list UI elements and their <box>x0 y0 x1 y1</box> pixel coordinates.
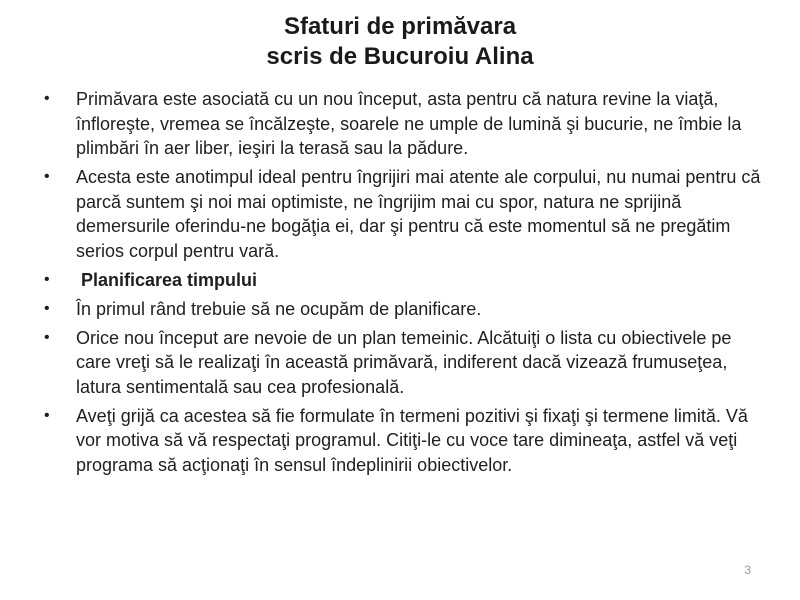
bullet-item <box>42 87 762 161</box>
bullet-text: Aveţi grijă ca acestea să fie formulate în termeni pozitivi şi fixaţi şi termene limită. Vă vor motiva să vă respectaţi programul. Citiţi-le cu voce tare dimineaţa, astfel vă veţi programa să acţionaţi în sensul îndeplinirii obiectivelor. <box>76 405 748 475</box>
bullet-item <box>42 165 762 263</box>
bullet-marker: • <box>44 90 50 107</box>
slide-title <box>0 12 800 72</box>
bullet-marker: • <box>44 168 50 185</box>
bullet-list <box>42 87 762 482</box>
bullet-marker: • <box>44 328 50 346</box>
bullet-item <box>42 297 762 322</box>
bullet-marker: • <box>44 299 50 317</box>
bullet-text: Primăvara este asociată cu un nou început, asta pentru că natura revine la viaţă, înfloreşte, vremea se încălzeşte, soarele ne umple de lumină şi bucurie, ne îmbie la plimbări în aer liber, ieşiri la terasă sau la pădure. <box>76 89 742 158</box>
title-line-2: scris de Bucuroiu Alina <box>266 43 534 70</box>
bullet-marker: • <box>44 270 50 288</box>
bullet-marker: • <box>44 406 50 424</box>
bullet-text: Orice nou început are nevoie de un plan temeinic. Alcătuiţi o lista cu obiectivele pe care vreţi să le realizaţi în această primăvară, indiferent dacă vizează frumuseţea, latura sentimentală sau cea profesională. <box>76 327 732 397</box>
bullet-item <box>42 404 762 478</box>
bullet-item-heading <box>42 268 762 293</box>
bullet-item <box>42 326 762 400</box>
bullet-text: Acesta este anotimpul ideal pentru îngrijiri mai atente ale corpului, nu numai pentru că parcă suntem şi noi mai optimiste, ne îngrijim mai cu spor, natura ne sprijină demersurile oferindu-ne bogăţia ei, dar şi pentru că este momentul să ne pregătim serios corpul pentru vară. <box>76 167 761 261</box>
bullet-text: În primul rând trebuie să ne ocupăm de planificare. <box>76 298 482 319</box>
title-line-1: Sfaturi de primăvara <box>283 13 517 40</box>
section-heading: Planificarea timpului <box>81 269 258 290</box>
page-number: 3 <box>744 563 751 577</box>
